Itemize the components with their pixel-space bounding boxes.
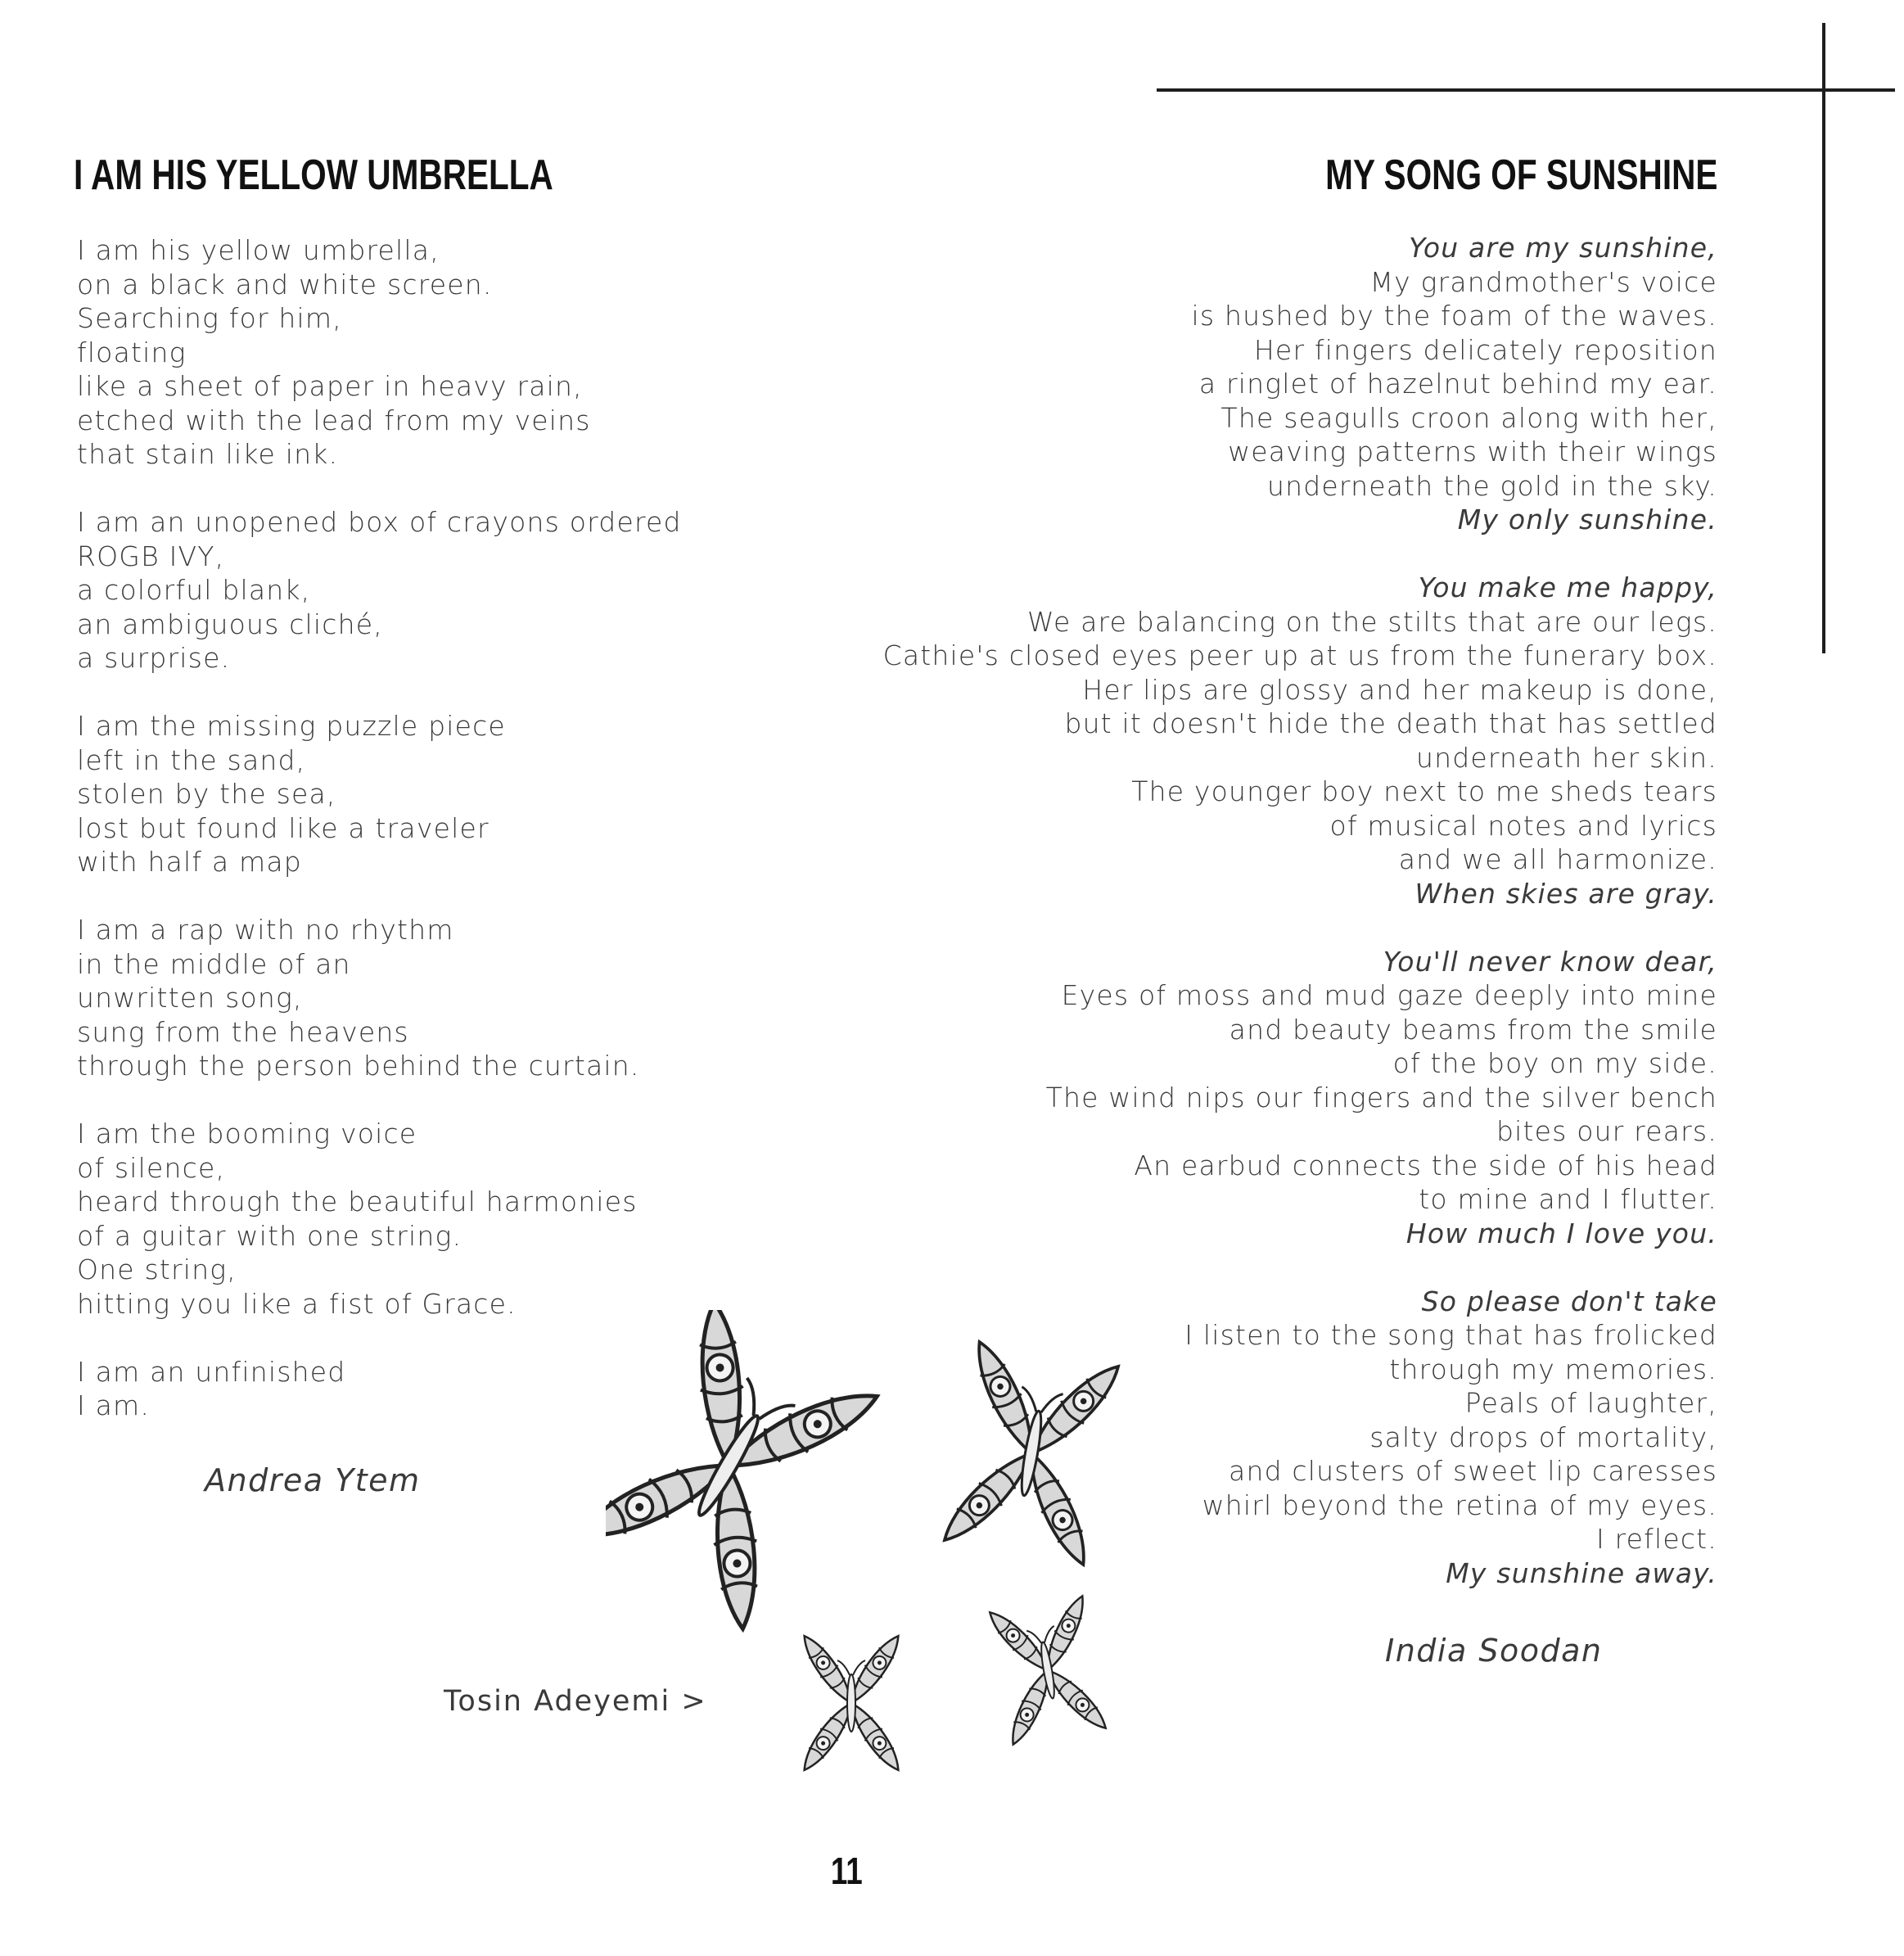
poem-line: is hushed by the foam of the waves. bbox=[1191, 300, 1717, 332]
artist-credit: Tosin Adeyemi > bbox=[444, 1685, 707, 1718]
poem-line: The wind nips our fingers and the silver bench bbox=[1045, 1081, 1717, 1114]
left-poem-author: Andrea Ytem bbox=[205, 1462, 421, 1498]
poem-line: The seagulls croon along with her, bbox=[1220, 401, 1717, 434]
right-poem-title: MY SONG OF SUNSHINE bbox=[1324, 151, 1717, 199]
poem-line: of the boy on my side. bbox=[1392, 1047, 1717, 1079]
left-poem-title: I AM HIS YELLOW UMBRELLA bbox=[74, 151, 553, 199]
poem-line: I am an unopened box of crayons ordered bbox=[77, 506, 682, 538]
poem-line: unwritten song, bbox=[77, 982, 303, 1014]
poem-line: and clusters of sweet lip caresses bbox=[1229, 1455, 1717, 1487]
poem-line: with half a map bbox=[77, 846, 302, 878]
poem-line: through the person behind the curtain. bbox=[77, 1050, 640, 1082]
poem-line: and we all harmonize. bbox=[1398, 843, 1717, 875]
poem-line: an ambiguous cliché, bbox=[77, 608, 383, 640]
poem-line: Her fingers delicately reposition bbox=[1253, 333, 1717, 366]
stanza bbox=[883, 231, 1717, 537]
poem-line: Peals of laughter, bbox=[1464, 1387, 1717, 1419]
poem-line: heard through the beautiful harmonies bbox=[77, 1186, 638, 1217]
poem-line: through my memories. bbox=[1389, 1353, 1717, 1385]
poem-line: lost but found like a traveler bbox=[77, 811, 490, 844]
poem-line: Cathie's closed eyes peer up at us from the funerary box. bbox=[882, 639, 1717, 671]
butterfly-icon bbox=[606, 1310, 898, 1648]
stanza bbox=[77, 1355, 682, 1423]
page-number: 11 bbox=[830, 1850, 863, 1892]
poem-line: a surprise. bbox=[77, 642, 231, 674]
poem-line: underneath the gold in the sky. bbox=[1267, 469, 1717, 502]
poem-line: of musical notes and lyrics bbox=[1329, 809, 1717, 842]
right-poem-author: India Soodan bbox=[1385, 1633, 1603, 1669]
butterfly-icon bbox=[930, 1330, 1132, 1575]
poem-line: in the middle of an bbox=[77, 947, 351, 980]
poem-line: How much I love you. bbox=[1405, 1217, 1717, 1249]
poem-line: One string, bbox=[77, 1254, 237, 1285]
stanza bbox=[883, 945, 1717, 1251]
poem-line: that stain like ink. bbox=[77, 438, 339, 470]
poem-line: a ringlet of hazelnut behind my ear. bbox=[1198, 368, 1717, 400]
poem-line: I listen to the song that has frolicked bbox=[1184, 1319, 1717, 1351]
poem-line: of silence, bbox=[77, 1151, 226, 1184]
poem-line: but it doesn't hide the death that has settled bbox=[1064, 707, 1717, 739]
butterfly-icon bbox=[796, 1630, 907, 1777]
poem-line: I am the missing puzzle piece bbox=[77, 710, 506, 742]
poem-line: I am a rap with no rhythm bbox=[77, 914, 454, 946]
poem-line: The younger boy next to me sheds tears bbox=[1131, 775, 1717, 807]
poem-line: to mine and I flutter. bbox=[1419, 1183, 1717, 1215]
poem-line: salty drops of mortality, bbox=[1369, 1421, 1717, 1453]
poem-line: underneath her skin. bbox=[1415, 741, 1717, 774]
poem-line: You are my sunshine, bbox=[1409, 232, 1717, 264]
poem-line: on a black and white screen. bbox=[77, 268, 493, 300]
right-vertical-rule bbox=[1822, 23, 1825, 653]
poem-line: When skies are gray. bbox=[1414, 877, 1717, 910]
poem-line: You make me happy, bbox=[1418, 571, 1717, 603]
poem-line: sung from the heavens bbox=[77, 1015, 409, 1048]
poem-line: I am his yellow umbrella, bbox=[77, 234, 440, 266]
stanza bbox=[883, 571, 1717, 910]
poem-line: I am the booming voice bbox=[77, 1118, 417, 1150]
stanza bbox=[77, 505, 682, 675]
poem-line: left in the sand, bbox=[77, 743, 306, 776]
poem-line: whirl beyond the retina of my eyes. bbox=[1202, 1488, 1717, 1521]
poem-line: An earbud connects the side of his head bbox=[1134, 1149, 1717, 1181]
poem-line: You'll never know dear, bbox=[1383, 945, 1717, 978]
poem-line: My sunshine away. bbox=[1446, 1556, 1717, 1589]
poem-line: ROGB IVY, bbox=[77, 540, 225, 572]
butterfly-icon bbox=[981, 1588, 1116, 1752]
poem-line: My grandmother's voice bbox=[1369, 265, 1717, 298]
stanza bbox=[77, 1117, 682, 1321]
stanza bbox=[77, 913, 682, 1083]
poem-line: So please don't take bbox=[1421, 1285, 1717, 1317]
poem-line: a colorful blank, bbox=[77, 574, 311, 606]
stanza bbox=[77, 233, 682, 472]
poem-line: floating bbox=[77, 336, 187, 368]
poem-line: stolen by the sea, bbox=[77, 778, 336, 810]
poem-line: like a sheet of paper in heavy rain, bbox=[77, 370, 583, 402]
poem-line: I reflect. bbox=[1595, 1523, 1717, 1555]
poem-line: I am. bbox=[77, 1389, 151, 1421]
poem-line: We are balancing on the stilts that are our legs. bbox=[1027, 605, 1717, 638]
top-horizontal-rule bbox=[1157, 88, 1895, 92]
poem-line: and beauty beams from the smile bbox=[1229, 1013, 1717, 1046]
poem-line: My only sunshine. bbox=[1457, 504, 1717, 535]
poem-line: I am an unfinished bbox=[77, 1355, 346, 1388]
poem-line: bites our rears. bbox=[1496, 1115, 1717, 1147]
stanza bbox=[77, 709, 682, 879]
poem-line: weaving patterns with their wings bbox=[1228, 436, 1717, 468]
poem-line: Eyes of moss and mud gaze deeply into mine bbox=[1061, 979, 1717, 1011]
poem-line: hitting you like a fist of Grace. bbox=[77, 1287, 517, 1320]
poem-line: of a guitar with one string. bbox=[77, 1219, 462, 1252]
poem-line: Her lips are glossy and her makeup is done, bbox=[1082, 673, 1717, 706]
left-poem-body bbox=[77, 233, 682, 1457]
poem-line: Searching for him, bbox=[77, 302, 342, 334]
poem-line: etched with the lead from my veins bbox=[77, 404, 591, 436]
